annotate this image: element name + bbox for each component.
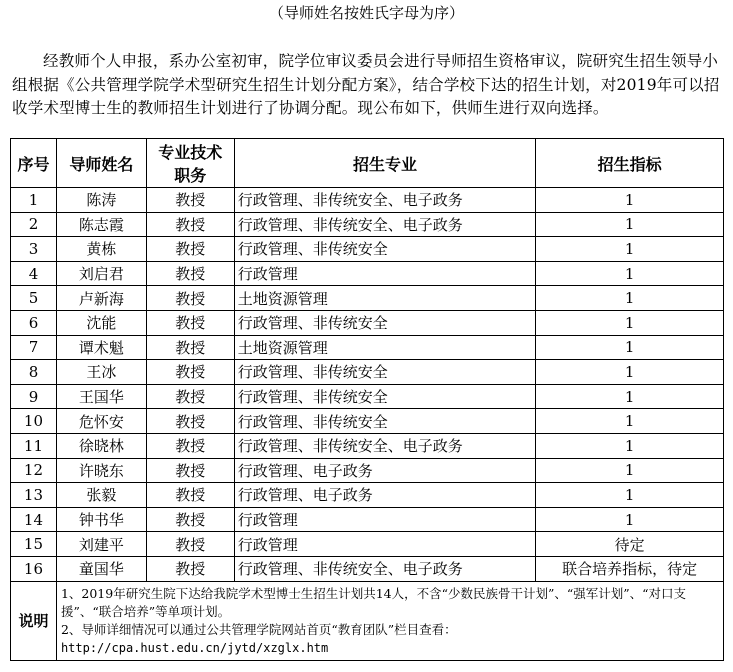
enrollment-major: 行政管理	[234, 261, 536, 286]
enrollment-major: 行政管理、非传统安全	[234, 360, 536, 385]
supervisor-name: 王冰	[56, 360, 146, 385]
professional-title: 教授	[146, 286, 234, 311]
table-row	[11, 360, 724, 385]
enrollment-quota: 1	[536, 212, 724, 237]
intro-paragraph: 经教师个人申报，系办公室初审，院学位审议委员会进行导师招生资格审议，院研究生招生领导小组根据《公共管理学院学术型研究生招生计划分配方案》，结合学校下达的招生计划，对2019年可以招收学术型博士生的教师招生计划进行了协调分配。现公布如下，供师生进行双向选择。	[12, 52, 720, 117]
enrollment-quota: 1	[536, 433, 724, 458]
supervisor-name: 张毅	[56, 483, 146, 508]
table-row	[11, 384, 724, 409]
table-row	[11, 458, 724, 483]
row-index: 2	[11, 212, 57, 237]
enrollment-major: 土地资源管理	[234, 286, 536, 311]
enrollment-quota: 联合培养指标，待定	[536, 556, 724, 581]
enrollment-quota: 1	[536, 483, 724, 508]
table-row	[11, 507, 724, 532]
supervisor-name: 徐晓林	[56, 433, 146, 458]
table-row	[11, 237, 724, 262]
enrollment-quota: 1	[536, 335, 724, 360]
table-row	[11, 433, 724, 458]
row-index: 3	[11, 237, 57, 262]
professional-title: 教授	[146, 212, 234, 237]
professional-title: 教授	[146, 483, 234, 508]
enrollment-quota: 1	[536, 261, 724, 286]
table-row	[11, 556, 724, 581]
table-row	[11, 261, 724, 286]
row-index: 11	[11, 433, 57, 458]
table-row	[11, 286, 724, 311]
row-index: 5	[11, 286, 57, 311]
professional-title: 教授	[146, 556, 234, 581]
row-index: 7	[11, 335, 57, 360]
enrollment-quota: 1	[536, 458, 724, 483]
supervisor-table	[10, 138, 724, 661]
enrollment-major: 行政管理、非传统安全、电子政务	[234, 433, 536, 458]
supervisor-name: 危怀安	[56, 409, 146, 434]
enrollment-major: 行政管理、电子政务	[234, 458, 536, 483]
enrollment-quota: 1	[536, 188, 724, 213]
note-2: 2、导师详细情况可以通过公共管理学院网站首页“教育团队”栏目查看：	[60, 621, 457, 637]
professional-title: 教授	[146, 433, 234, 458]
enrollment-major: 行政管理、非传统安全、电子政务	[234, 556, 536, 581]
supervisor-name: 陈涛	[56, 188, 146, 213]
supervisor-name: 童国华	[56, 556, 146, 581]
row-index: 6	[11, 310, 57, 335]
header-title: 专业技术职务	[146, 139, 234, 188]
professional-title: 教授	[146, 237, 234, 262]
enrollment-quota: 1	[536, 237, 724, 262]
enrollment-major: 行政管理、非传统安全	[234, 237, 536, 262]
enrollment-major: 行政管理	[234, 532, 536, 557]
note-url[interactable]: http://cpa.hust.edu.cn/jytd/xzglx.htm	[60, 640, 329, 655]
enrollment-quota: 1	[536, 310, 724, 335]
enrollment-major: 行政管理、非传统安全、电子政务	[234, 188, 536, 213]
supervisor-name: 许晓东	[56, 458, 146, 483]
header-quota: 招生指标	[536, 139, 724, 188]
supervisor-name: 黄栋	[56, 237, 146, 262]
enrollment-quota: 待定	[536, 532, 724, 557]
supervisor-name: 王国华	[56, 384, 146, 409]
supervisor-name: 刘启君	[56, 261, 146, 286]
enrollment-major: 行政管理、电子政务	[234, 483, 536, 508]
row-index: 4	[11, 261, 57, 286]
professional-title: 教授	[146, 360, 234, 385]
professional-title: 教授	[146, 507, 234, 532]
table-header-row	[11, 139, 724, 188]
row-index: 9	[11, 384, 57, 409]
notes-content	[56, 581, 723, 660]
row-index: 1	[11, 188, 57, 213]
notes-row	[11, 581, 724, 660]
table-row	[11, 483, 724, 508]
enrollment-major: 土地资源管理	[234, 335, 536, 360]
row-index: 14	[11, 507, 57, 532]
enrollment-quota: 1	[536, 384, 724, 409]
notes-label: 说明	[11, 581, 57, 660]
row-index: 8	[11, 360, 57, 385]
row-index: 15	[11, 532, 57, 557]
professional-title: 教授	[146, 188, 234, 213]
table-row	[11, 335, 724, 360]
header-name: 导师姓名	[56, 139, 146, 188]
professional-title: 教授	[146, 409, 234, 434]
professional-title: 教授	[146, 310, 234, 335]
table-row	[11, 212, 724, 237]
enrollment-quota: 1	[536, 507, 724, 532]
note-1: 1、2019年研究生院下达给我院学术型博士生招生计划共14人，不含“少数民族骨干计划”、“强军计划”、“对口支援”、“联合培养”等单项计划。	[60, 585, 687, 619]
enrollment-major: 行政管理、非传统安全	[234, 310, 536, 335]
supervisor-name: 谭术魁	[56, 335, 146, 360]
subtitle: （导师姓名按姓氏字母为序）	[268, 4, 464, 22]
professional-title: 教授	[146, 384, 234, 409]
supervisor-name: 钟书华	[56, 507, 146, 532]
enrollment-major: 行政管理、非传统安全	[234, 384, 536, 409]
professional-title: 教授	[146, 458, 234, 483]
supervisor-name: 卢新海	[56, 286, 146, 311]
enrollment-major: 行政管理	[234, 507, 536, 532]
row-index: 12	[11, 458, 57, 483]
enrollment-major: 行政管理、非传统安全	[234, 409, 536, 434]
table-row	[11, 532, 724, 557]
enrollment-quota: 1	[536, 409, 724, 434]
professional-title: 教授	[146, 335, 234, 360]
professional-title: 教授	[146, 261, 234, 286]
supervisor-name: 陈志霞	[56, 212, 146, 237]
table-row	[11, 409, 724, 434]
table-row	[11, 188, 724, 213]
supervisor-name: 刘建平	[56, 532, 146, 557]
header-index: 序号	[11, 139, 57, 188]
supervisor-name: 沈能	[56, 310, 146, 335]
row-index: 16	[11, 556, 57, 581]
header-major: 招生专业	[234, 139, 536, 188]
enrollment-quota: 1	[536, 286, 724, 311]
enrollment-quota: 1	[536, 360, 724, 385]
table-row	[11, 310, 724, 335]
enrollment-major: 行政管理、非传统安全、电子政务	[234, 212, 536, 237]
professional-title: 教授	[146, 532, 234, 557]
row-index: 13	[11, 483, 57, 508]
row-index: 10	[11, 409, 57, 434]
